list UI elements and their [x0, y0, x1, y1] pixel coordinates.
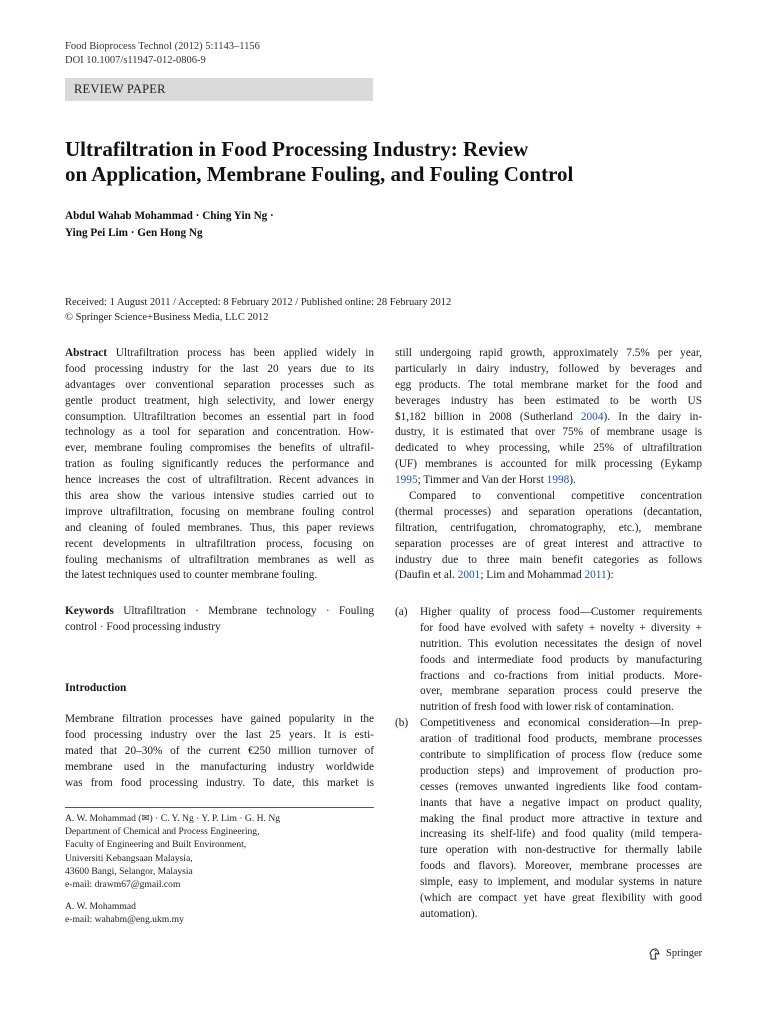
- intro-line: Membrane filtration processes have gained popularity in the: [65, 713, 374, 725]
- list-line: Higher quality of process food—Customer requirements: [420, 606, 702, 618]
- list-line: (which are compact yet have great flexibility with good: [420, 892, 702, 905]
- abstract-line: the latest techniques used to counter membrane fouling.: [65, 569, 318, 582]
- body-text: ; Lim and Mohammad: [480, 569, 585, 582]
- intro-line: food processing industry over the last 25 years. It is esti-: [65, 728, 374, 741]
- list-line: increasing its shelf-life) and food quality (mild tempera-: [420, 828, 702, 841]
- keywords-label: Keywords: [65, 605, 114, 617]
- authors-line: Ying Pei Lim · Gen Hong Ng: [65, 227, 203, 239]
- body-line: [395, 410, 702, 426]
- keywords: [65, 604, 374, 636]
- citation-link[interactable]: 2001: [457, 569, 481, 582]
- body-line: [395, 568, 702, 584]
- citation-link[interactable]: 2004: [580, 410, 604, 423]
- list-marker: (a): [395, 606, 408, 618]
- body-text: ; Timmer and Van der Horst: [417, 474, 547, 487]
- body-line: industry due to three main benefit categories as follows: [395, 553, 702, 566]
- list-item: [395, 716, 702, 923]
- publication-dates: [65, 296, 451, 325]
- body-text: (Daufin et al.: [395, 569, 458, 582]
- list-line: foods and intermediate food products by manufacturing: [420, 653, 702, 666]
- list-line: nutrition. This evolution necessitates the design of novel: [420, 637, 702, 650]
- footnote-line: A. W. Mohammad (✉) · C. Y. Ng · Y. P. Lim · G. H. Ng: [65, 813, 281, 824]
- body-line: filtration, centrifugation, chromatography, etc.), membrane: [395, 521, 702, 534]
- abstract-line: tration as fouling significantly reduces the performance and: [65, 458, 374, 471]
- list-line: production steps) and improvement of production pro-: [420, 764, 702, 777]
- title-line: on Application, Membrane Fouling, and Fouling Control: [65, 162, 574, 186]
- email-link[interactable]: e-mail: wahabm@eng.ukm.my: [65, 914, 184, 926]
- footnote-line: Faculty of Engineering and Built Environment,: [65, 839, 247, 851]
- footnote-line: A. W. Mohammad: [65, 901, 136, 913]
- body-line: dedicated to whey processing, while 25% of ultrafiltration: [395, 442, 702, 455]
- abstract-line: consumption. Ultrafiltration becomes an essential part in food: [65, 410, 374, 423]
- body-line: (UF) membranes is accounted for milk processing (Eykamp: [395, 458, 702, 471]
- authors-line: Abdul Wahab Mohammad · Ching Yin Ng ·: [65, 210, 274, 222]
- body-line: beverages industry has been estimated to be worth US: [395, 394, 702, 407]
- intro-line: mated that 20–30% of the current €250 million turnover of: [65, 744, 374, 757]
- body-text: ).: [569, 474, 576, 487]
- abstract-line: this area show the various intensive studies carried out to: [65, 490, 374, 503]
- abstract: [65, 346, 374, 584]
- abstract-line: hence increases the cost of ultrafiltration. Recent advances in: [65, 474, 374, 487]
- journal-citation: Food Bioprocess Technol (2012) 5:1143–1156: [65, 41, 260, 52]
- intro-line: membrane used in the manufacturing industry worldwide: [65, 760, 374, 773]
- footnote-divider: [65, 807, 374, 808]
- abstract-line: [65, 346, 374, 362]
- abstract-line: food processing industry for the last 20 years due to its: [65, 362, 374, 375]
- copyright-line: © Springer Science+Business Media, LLC 2012: [65, 311, 269, 323]
- footnote-line: Department of Chemical and Process Engineering,: [65, 826, 260, 838]
- publisher-name: Springer: [666, 948, 703, 959]
- section-label: REVIEW PAPER: [74, 82, 166, 96]
- list-line: cesses (removes unwanted ingredients like food contam-: [420, 780, 702, 793]
- introduction-heading: Introduction: [65, 682, 127, 694]
- abstract-line: technology as a tool for separation and concentration. How-: [65, 426, 374, 439]
- list-line: aration of traditional food products, membrane processes: [420, 733, 702, 746]
- abstract-label: Abstract: [65, 347, 108, 359]
- list-line: ture operation with non-destructive for thermally labile: [420, 844, 702, 857]
- author-affiliation-footnote: [65, 812, 280, 927]
- abstract-text: Ultrafiltration process has been applied widely in: [115, 347, 375, 359]
- body-line: separation processes are of great interest and attractive to: [395, 537, 702, 550]
- paper-title: [65, 137, 705, 187]
- keywords-line: control · Food processing industry: [65, 620, 221, 633]
- list-line: over, membrane separation process could preserve the: [420, 685, 702, 698]
- citation-link[interactable]: 1998: [546, 474, 570, 487]
- body-line: [395, 473, 702, 489]
- list-line: simple, easy to implement, and modular systems in nature: [420, 876, 702, 889]
- list-item: [395, 605, 702, 716]
- benefit-list: [395, 605, 702, 923]
- abstract-line: advantages over conventional separation processes such as: [65, 378, 374, 391]
- footnote-line: 43600 Bangi, Selangor, Malaysia: [65, 865, 193, 877]
- list-line: inants that have a negative impact on product quality,: [420, 796, 702, 809]
- list-marker: (b): [395, 717, 409, 730]
- abstract-line: improve ultrafiltration, focusing on membrane fouling control: [65, 505, 374, 518]
- list-line: for food have evolved with safety + novelty + diversity +: [420, 621, 702, 634]
- abstract-line: gentle product treatment, high selectivity, and lower energy: [65, 394, 374, 407]
- section-banner: [65, 78, 373, 101]
- list-line: contribute to simplification of process flow (reduce some: [420, 749, 702, 762]
- running-header: [65, 40, 260, 68]
- body-line: egg products. The total membrane market for the food and: [395, 378, 702, 391]
- abstract-line: and cleaning of fouled membranes. Thus, this paper reviews: [65, 521, 374, 534]
- doi: DOI 10.1007/s11947-012-0806-9: [65, 55, 206, 66]
- citation-link[interactable]: 2011: [584, 569, 607, 582]
- author-list: [65, 208, 274, 242]
- keywords-line: [65, 604, 374, 620]
- intro-line: was from food processing industry. To date, this market is: [65, 776, 374, 789]
- citation-link[interactable]: 1995: [395, 474, 418, 487]
- abstract-line: ever, membrane fouling compromises the benefits of ultrafil-: [65, 442, 374, 455]
- list-line: fractions and co-fractions from initial products. More-: [420, 669, 702, 682]
- body-line: (thermal processes) and separation operations (decantation,: [395, 505, 702, 518]
- list-line: foods and flavors). Moreover, membrane processes are: [420, 860, 702, 873]
- body-line: still undergoing rapid growth, approximately 7.5% per year,: [395, 347, 702, 359]
- body-text: $1,182 billion in 2008 (Sutherland: [395, 410, 581, 423]
- dates-line: Received: 1 August 2011 / Accepted: 8 February 2012 / Published online: 28 February 2012: [65, 297, 452, 308]
- abstract-line: recent developments in ultrafiltration process, focusing on: [65, 537, 374, 550]
- springer-horse-icon: [648, 947, 662, 961]
- intro-continued: [395, 346, 702, 584]
- list-line: Competitiveness and economical consideration—In prep-: [420, 717, 702, 730]
- list-line: automation).: [420, 907, 478, 920]
- publisher-mark: [648, 947, 702, 961]
- body-text: ). In the dairy in-: [603, 410, 702, 423]
- email-link[interactable]: e-mail: drawm67@gmail.com: [65, 879, 181, 891]
- introduction-body: [65, 712, 374, 791]
- body-text: ):: [606, 569, 614, 582]
- footnote-line: Universiti Kebangsaan Malaysia,: [65, 852, 193, 864]
- abstract-line: fouling mechanisms of ultrafiltration membranes as well as: [65, 553, 374, 566]
- title-line: Ultrafiltration in Food Processing Industry: Review: [65, 137, 529, 161]
- body-line: dustry, it is estimated that over 75% of membrane usage is: [395, 426, 702, 439]
- list-line: nutrition of fresh food with lower risk of contamination.: [420, 701, 674, 714]
- keywords-text: Ultrafiltration · Membrane technology · Fouling: [123, 605, 374, 617]
- footnote-gap: [65, 891, 280, 900]
- body-line: particularly in dairy industry, followed by beverages and: [395, 362, 702, 375]
- list-line: making the final product more attractive in texture and: [420, 812, 702, 825]
- body-line: Compared to conventional competitive concentration: [409, 490, 702, 503]
